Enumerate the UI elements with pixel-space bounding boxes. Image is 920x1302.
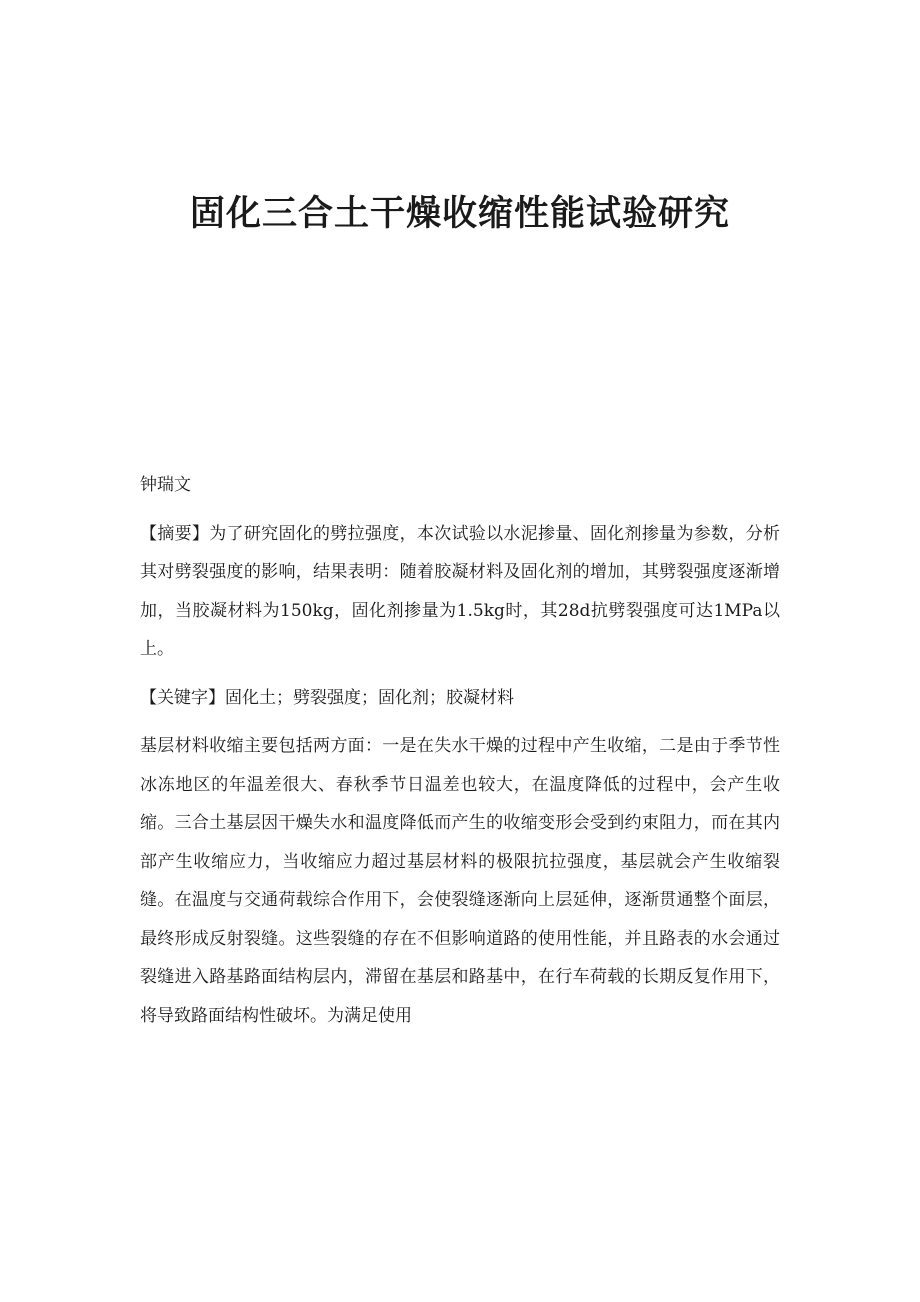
abstract-paragraph: 【摘要】为了研究固化的劈拉强度，本次试验以水泥掺量、固化剂掺量为参数，分析其对劈裂强度的影响，结果表明：随着胶凝材料及固化剂的增加，其劈裂强度逐渐增加，当胶凝材料为150kg，固化剂掺量为1.5kg时，其28d抗劈裂强度可达1MPa以上。	[140, 523, 780, 659]
paper-body	[140, 466, 780, 1045]
paper-title: 固化三合土干燥收缩性能试验研究	[189, 193, 730, 234]
author-name: 钟瑞文	[140, 475, 191, 495]
keywords-paragraph: 【关键字】固化土；劈裂强度；固化剂；胶凝材料	[140, 687, 514, 708]
body-paragraph: 基层材料收缩主要包括两方面：一是在失水干燥的过程中产生收缩，二是由于季节性冰冻地区的年温差很大、春秋季节日温差也较大，在温度降低的过程中，会产生收缩。三合土基层因干燥失水和温度降低而产生的收缩变形会受到约束阻力，而在其内部产生收缩应力，当收缩应力超过基层材料的极限抗拉强度，基层就会产生收缩裂缝。在温度与交通荷载综合作用下，会使裂缝逐渐向上层延伸，逐渐贯通整个面层，最终形成反射裂缝。这些裂缝的存在不但影响道路的使用性能，并且路表的水会通过裂缝进入路基路面结构层内，滞留在基层和路基中，在行车荷载的长期反复作用下，将导致路面结构性破坏。为满足使用	[140, 736, 780, 1026]
